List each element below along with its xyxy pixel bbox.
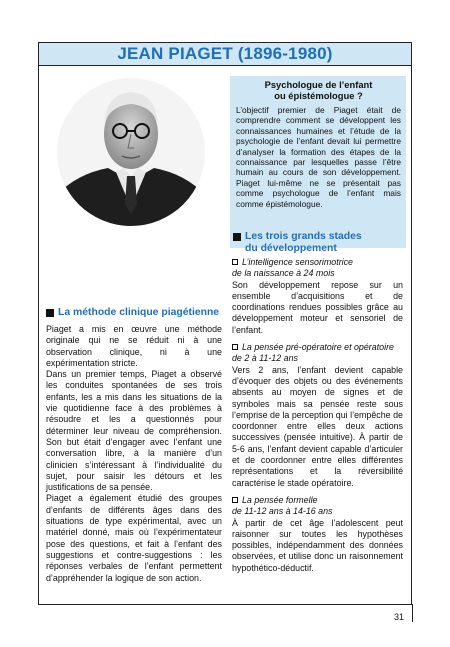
stage-3-ages: de 11-12 ans à 14-16 ans — [232, 506, 333, 517]
section-title-method — [46, 307, 222, 319]
stage-1-ages: de la naissance à 24 mois — [232, 268, 335, 279]
page-frame — [38, 42, 412, 605]
stage-1-heading: L’intelligence sensorimotrice — [232, 257, 403, 268]
stage-2-text: Vers 2 ans, l’enfant devient capable d’évoquer des objets ou des événements absents au moyen de signes et de symboles mais sa pensée reste sous l’emprise de la perception qui l’empêche de coordonner entre elles deux actions successives (pensée intuitive). À partir de 5-6 ans, l’enfant devient capable d’articuler et de coordonner entre elles différentes représentations et la réversibilité caractérise le stade opératoire. — [232, 364, 403, 488]
method-column — [46, 324, 222, 584]
stages-column — [232, 257, 403, 574]
method-title: La méthode clinique piagétienne — [58, 307, 220, 318]
method-paragraph: Piaget a également étudié des groupes d’enfants de différents âges dans des situations de type expérimental, avec un matériel donné, mais où l’expérimentateur pose des questions, et fait à l’enfant des suggestions et contre-suggestions : les réponses verbales de l’enfant permettent d’appréhender la logique de son action. — [46, 493, 222, 583]
sidebar-body: L’objectif premier de Piaget était de comprendre comment se développent les connaissances humaines et l’étude de la psychologie de l’enfant devait lui permettre d’analyser la formation des étapes de la connaissance par lesquelles passe l’être humain au cours de son développement. Piaget lui-même ne se présentait pas comme psychologue de l’enfant mais comme épistémologue. — [236, 105, 401, 209]
page-number-rule — [412, 604, 413, 622]
stage-3-heading: La pensée formelle — [232, 495, 403, 506]
square-bullet-icon — [233, 233, 241, 241]
method-paragraph: Piaget a mis en œuvre une méthode originale qui ne se réduit ni à une observation clinique, ni à une expérimentation stricte. — [46, 324, 222, 368]
stages-title-line2: du développement — [245, 243, 337, 254]
checkbox-square-icon — [232, 497, 238, 503]
stage-3-text: À partir de cet âge l’adolescent peut raisonner sur toutes les hypothèses possibles, indépendamment des données observées, et utilise donc un raisonnement hypothético-déductif. — [232, 517, 403, 573]
portrait-photo — [56, 76, 206, 228]
sidebar-box — [230, 76, 406, 248]
square-bullet-icon — [46, 309, 54, 317]
section-title-stages — [233, 231, 403, 255]
stage-2-ages: de 2 à 11-12 ans — [232, 353, 298, 364]
checkbox-square-icon — [232, 344, 238, 350]
checkbox-square-icon — [232, 259, 238, 265]
method-paragraph: Dans un premier temps, Piaget a observé les conduites spontanées de ses trois enfants, les a mis dans les situations de la vie quotidienne face à des problèmes à résoudre et les a questionnés pour déterminer leur niveau de compréhension. Son but était d’engager avec l’enfant une conversation libre, à la manière d’un clinicien s’intéressant à l’individualité du sujet, pour saisir les détours et les justifications de sa pensée. — [46, 369, 222, 493]
page-number: 31 — [394, 612, 405, 622]
page-title: JEAN PIAGET (1896-1980) — [117, 44, 333, 63]
title-bar — [39, 43, 411, 66]
stage-2-heading: La pensée pré-opératoire et opératoire — [232, 342, 403, 353]
stage-1-text: Son développement repose sur un ensemble d’acquisitions et de coordinations rendues possibles grâce au développement moteur et sensoriel de l’enfant. — [232, 279, 403, 335]
sidebar-heading — [236, 80, 401, 101]
sidebar-heading-line1: Psychologue de l’enfant — [264, 79, 373, 90]
stages-title-line1: Les trois grands stades — [245, 231, 362, 242]
sidebar-heading-line2: ou épistémologue ? — [274, 89, 363, 101]
